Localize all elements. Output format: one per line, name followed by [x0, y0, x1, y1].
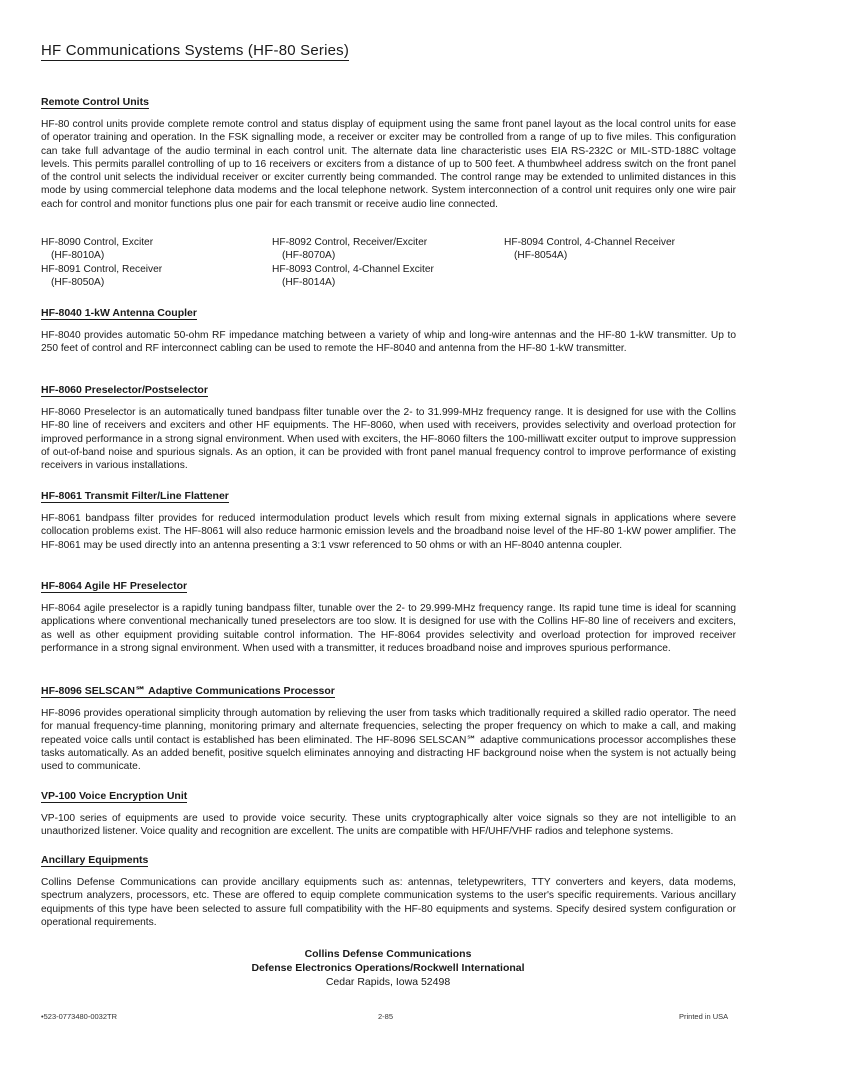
section-selscan-processor [41, 681, 736, 773]
company-address [0, 947, 776, 989]
product-name: HF-8090 Control, Exciter [41, 237, 154, 248]
list-item [272, 236, 504, 263]
list-item [41, 236, 272, 263]
document-number: •523-0773480-0032TR [41, 1012, 118, 1021]
city-line: Cedar Rapids, Iowa 52498 [325, 976, 451, 988]
section-body: HF-8060 Preselector is an automatically tuned bandpass filter tunable over the 2- to 31.999-MHz frequency range. It is designed for use with the Collins HF-80 line of receivers and exciters and other HF equipments. The HF-8060, when used with receivers, provides selectivity and overload protection for improved performance in a strong signal environment. When used with exciters, the HF-8060 filters the 100-milliwatt exciter output to improve suppression of out-of-band noise and spurious signals. As an option, it can be provided with front panel manual frequency control to improve performance of existing receivers in various installations. [41, 407, 736, 472]
section-heading: HF-8064 Agile HF Preselector [41, 580, 188, 592]
section-body: HF-8096 provides operational simplicity through automation by relieving the user from tasks which traditionally required a skilled radio operator. The need for manual frequency-time planning, monitoring primary and alternate frequencies, selecting the proper frequency on which to make a call, and making repeated voice calls until contact is established has been eliminated. The HF-8096 SELSCAN℠ adaptive communications processor accomplishes these tasks automatically. As an added benefit, positive squelch eliminates annoying and distracting HF background noise when the system is not actually being used to communicate. [41, 708, 736, 773]
section-transmit-filter [41, 486, 736, 552]
page-number: 2-85 [378, 1012, 394, 1021]
product-code: (HF-8070A) [282, 250, 336, 262]
section-heading: HF-8096 SELSCAN℠ Adaptive Communications Processor [41, 685, 335, 697]
product-code: (HF-8054A) [514, 250, 568, 262]
section-body: HF-80 control units provide complete remote control and status display of equipment using the same front panel layout as the local control units for ease of operator training and operation. In the FSK signalling mode, a receiver or exciter may be controlled from a range of up to five miles. This configuration can take full advantage of the audio terminal in each control unit. The alternate data line characteristic uses EIA RS-232C or MIL-STD-188C voltage levels. This permits parallel controlling of up to 16 receivers or exciters from a distance of up to 500 feet. A thumbwheel address switch on the front panel of the control unit selects the individual receiver or exciter currently being commanded. The control range may be extended to unlimited distances in this mode by using commercial telephone data modems and the local telephone network. System interconnection of a control unit requires only one wire pair each for control and monitor functions plus one pair for each transmit or receive audio line connected. [41, 119, 736, 210]
section-heading: HF-8040 1-kW Antenna Coupler [41, 307, 197, 319]
section-body: VP-100 series of equipments are used to provide voice security. These units cryptographically alter voice signals so they are not intelligible to an unauthorized listener. Voice quality and recognition are excellent. The units are compatible with HF/UHF/VHF radios and telephone systems. [41, 813, 736, 838]
section-voice-encryption [41, 786, 736, 839]
section-body: HF-8040 provides automatic 50-ohm RF impedance matching between a variety of whip and long-wire antennas and the HF-80 1-kW transmitter. Up to 250 feet of control and RF interconnect cabling can be used to remote the HF-8040 and antenna from the HF-80 1-kW transmitter. [41, 330, 736, 355]
section-body: HF-8064 agile preselector is a rapidly tuning bandpass filter, tunable over the 2- to 29.999-MHz frequency range. Its rapid tune time is ideal for scanning applications where conventional mechanically tuned preselectors are too slow. It is designed for use with the Collins HF-80 line of receivers and exciters, as well as other equipment providing suitable control information. The HF-8064 provides selectivity and overload protection for improved receiver performance in a strong signal environment. When used with a transmitter, it reduces broadband noise and improves spurious performance. [41, 603, 736, 654]
section-body: HF-8061 bandpass filter provides for reduced intermodulation product levels which result from mixing external signals in applications where severe collocation problems exist. The HF-8061 will also reduce harmonic emission levels and the broadband noise level of the HF-80 1-kW power amplifier. The HF-8061 may be used directly into an antenna presenting a 3:1 vswr referenced to 50 ohms or with an HF-8040 antenna coupler. [41, 513, 736, 551]
list-item [41, 263, 272, 290]
section-heading: VP-100 Voice Encryption Unit [41, 790, 188, 802]
page-title: HF Communications Systems (HF-80 Series) [41, 42, 350, 59]
product-name: HF-8094 Control, 4-Channel Receiver [504, 237, 676, 248]
company-name: Collins Defense Communications [304, 948, 472, 960]
section-remote-control-units [41, 92, 736, 211]
section-antenna-coupler [41, 303, 736, 356]
section-preselector-postselector [41, 380, 736, 472]
control-unit-list [41, 236, 741, 289]
printed-in: Printed in USA [679, 1012, 729, 1021]
division-name: Defense Electronics Operations/Rockwell International [251, 962, 525, 974]
list-item [504, 236, 741, 263]
section-agile-preselector [41, 576, 736, 655]
product-name: HF-8093 Control, 4-Channel Exciter [272, 263, 434, 275]
product-code: (HF-8050A) [51, 276, 105, 288]
product-name: HF-8092 Control, Receiver/Exciter [272, 237, 428, 248]
product-code: (HF-8010A) [51, 250, 105, 262]
list-item [272, 263, 504, 290]
section-body: Collins Defense Communications can provide ancillary equipments such as: antennas, teletypewriters, TTY converters and keyers, data modems, spectrum analyzers, processors, etc. These are offered to equip complete communication systems to the user's specific requirements. Various ancillary equipments of this type have been selected to assure full compatibility with the HF-80 equipments and systems. Specify desired system configuration or operational requirements. [41, 877, 736, 928]
section-heading: HF-8060 Preselector/Postselector [41, 384, 208, 396]
product-code: (HF-8014A) [282, 276, 336, 288]
product-name: HF-8091 Control, Receiver [41, 263, 163, 275]
section-heading: HF-8061 Transmit Filter/Line Flattener [41, 490, 229, 502]
section-heading: Remote Control Units [41, 96, 149, 108]
section-ancillary-equipments [41, 850, 736, 929]
section-heading: Ancillary Equipments [41, 854, 149, 866]
